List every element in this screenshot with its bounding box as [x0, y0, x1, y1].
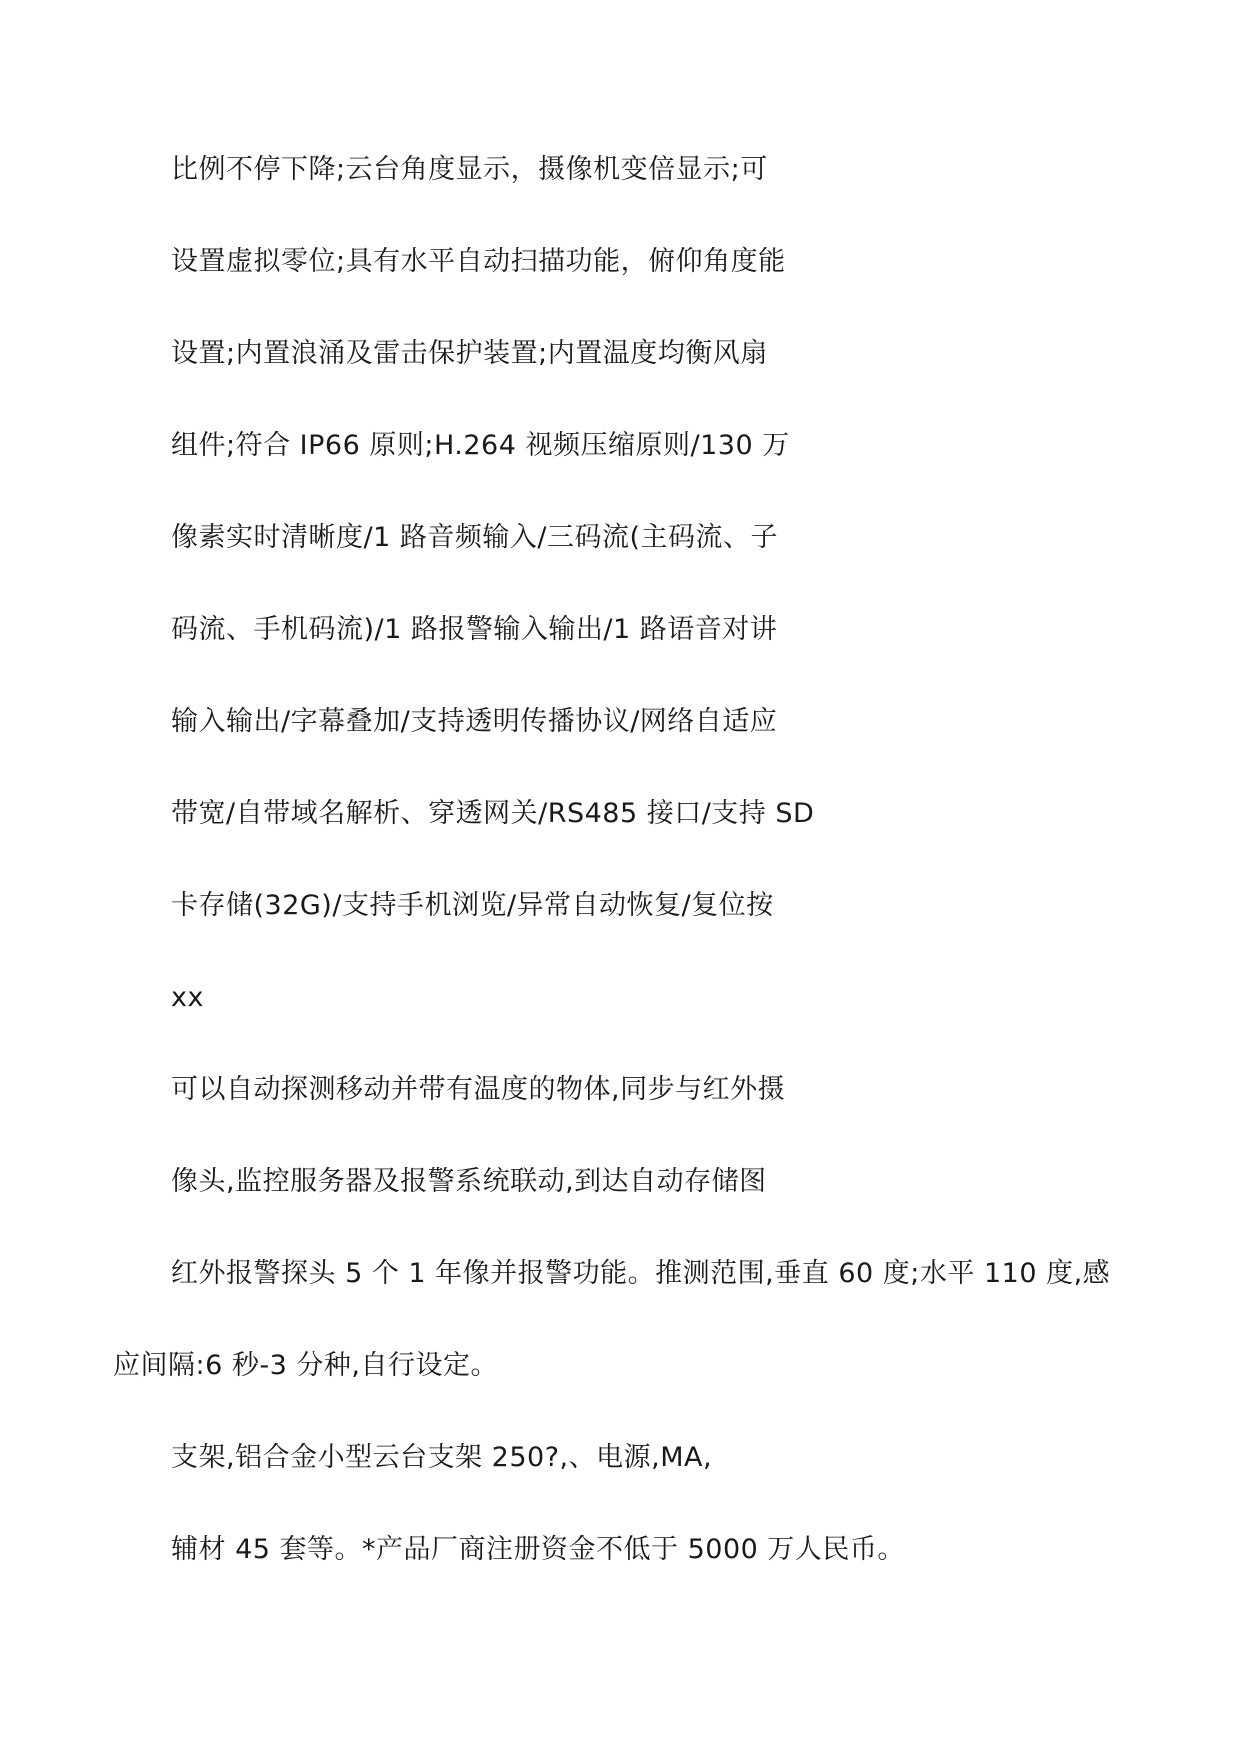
text-line: 卡存储(32G)/支持手机浏览/异常自动恢复/复位按 — [171, 890, 774, 921]
text-line: 设置虚拟零位;具有水平自动扫描功能，俯仰角度能 — [171, 246, 786, 277]
text-line: 像素实时清晰度/1 路音频输入/三码流(主码流、子 — [171, 522, 778, 553]
text-line: 应间隔:6 秒-3 分种,自行设定。 — [113, 1350, 498, 1381]
text-line: xx — [171, 982, 204, 1013]
text-line: 输入输出/字幕叠加/支持透明传播协议/网络自适应 — [171, 706, 778, 737]
text-line: 比例不停下降;云台角度显示，摄像机变倍显示;可 — [171, 154, 768, 185]
text-line: 红外报警探头 5 个 1 年像并报警功能。推测范围,垂直 60 度;水平 110 度,感 — [171, 1258, 1111, 1289]
text-line: 辅材 45 套等。*产品厂商注册资金不低于 5000 万人民币。 — [171, 1534, 905, 1565]
text-line: 可以自动探测移动并带有温度的物体,同步与红外摄 — [171, 1074, 786, 1105]
text-line: 带宽/自带域名解析、穿透网关/RS485 接口/支持 SD — [171, 798, 815, 829]
text-line: 组件;符合 IP66 原则;H.264 视频压缩原则/130 万 — [171, 430, 790, 461]
text-line: 码流、手机码流)/1 路报警输入输出/1 路语音对讲 — [171, 614, 778, 645]
text-line: 像头,监控服务器及报警系统联动,到达自动存储图 — [171, 1166, 767, 1197]
text-line: 支架,铝合金小型云台支架 250?,、电源,MA, — [171, 1442, 713, 1473]
text-line: 设置;内置浪涌及雷击保护装置;内置温度均衡风扇 — [171, 338, 768, 369]
